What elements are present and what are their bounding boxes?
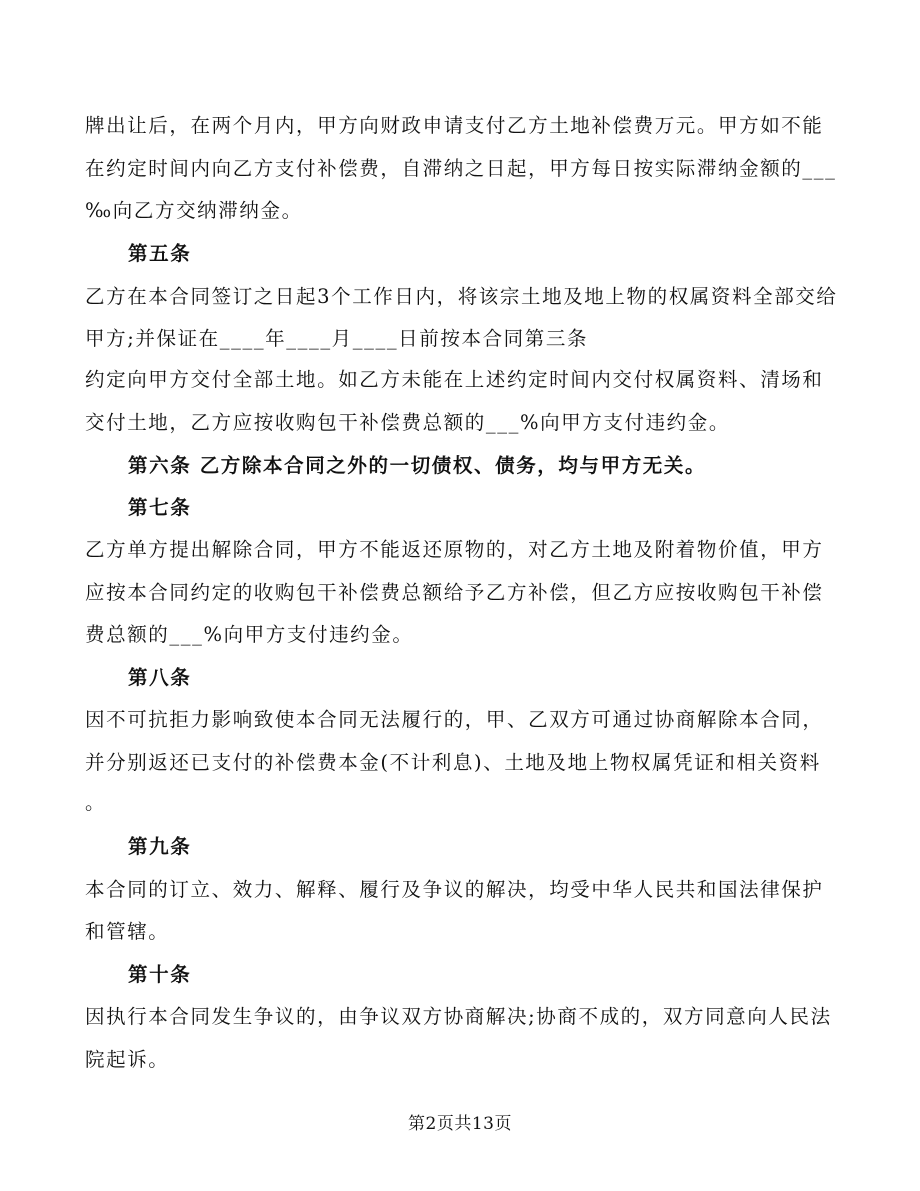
article-heading-7: 第七条 xyxy=(128,496,192,519)
body-text-line: 因执行本合同发生争议的，由争议双方协商解决;协商不成的，双方同意向人民法 xyxy=(85,1005,832,1028)
body-text-line: 乙方单方提出解除合同，甲方不能返还原物的，对乙方土地及附着物价值，甲方 xyxy=(85,538,824,561)
body-text-line: 甲方;并保证在____年____月____日前按本合同第三条 xyxy=(85,327,589,350)
article-heading-5: 第五条 xyxy=(128,242,192,265)
body-text-line: 交付土地，乙方应按收购包干补偿费总额的___%向甲方支付违约金。 xyxy=(85,411,730,434)
body-text-line: 院起诉。 xyxy=(85,1048,170,1071)
body-text-line: 本合同的订立、效力、解释、履行及争议的解决，均受中华人民共和国法律保护 xyxy=(85,878,824,901)
body-text-line: 约定向甲方交付全部土地。如乙方未能在上述约定时间内交付权属资料、清场和 xyxy=(85,368,824,391)
article-heading-6: 第六条 乙方除本合同之外的一切债权、债务，均与甲方无关。 xyxy=(128,454,707,477)
body-text-line: 并分别返还已支付的补偿费本金(不计利息)、土地及地上物权属凭证和相关资料 xyxy=(85,751,821,774)
body-text-line: 乙方在本合同签订之日起3个工作日内，将该宗土地及地上物的权属资料全部交给 xyxy=(85,285,838,308)
page-number-footer: 第2页共13页 xyxy=(408,1114,512,1134)
body-text-line: 。 xyxy=(85,791,107,814)
body-text-line: 和管辖。 xyxy=(85,920,170,943)
body-text-line: 牌出让后，在两个月内，甲方向财政申请支付乙方土地补偿费万元。甲方如不能 xyxy=(85,114,824,137)
article-heading-10: 第十条 xyxy=(128,963,192,986)
body-text-line: ‰向乙方交纳滞纳金。 xyxy=(85,199,303,222)
body-text-line: 费总额的___%向甲方支付违约金。 xyxy=(85,623,414,646)
body-text-line: 应按本合同约定的收购包干补偿费总额给予乙方补偿，但乙方应按收购包干补偿 xyxy=(85,581,824,604)
article-heading-9: 第九条 xyxy=(128,835,192,858)
body-text-line: 因不可抗拒力影响致使本合同无法履行的，甲、乙双方可通过协商解除本合同， xyxy=(85,708,824,731)
body-text-line: 在约定时间内向乙方支付补偿费，自滞纳之日起，甲方每日按实际滞纳金额的___ xyxy=(85,157,837,180)
article-heading-8: 第八条 xyxy=(128,666,192,689)
